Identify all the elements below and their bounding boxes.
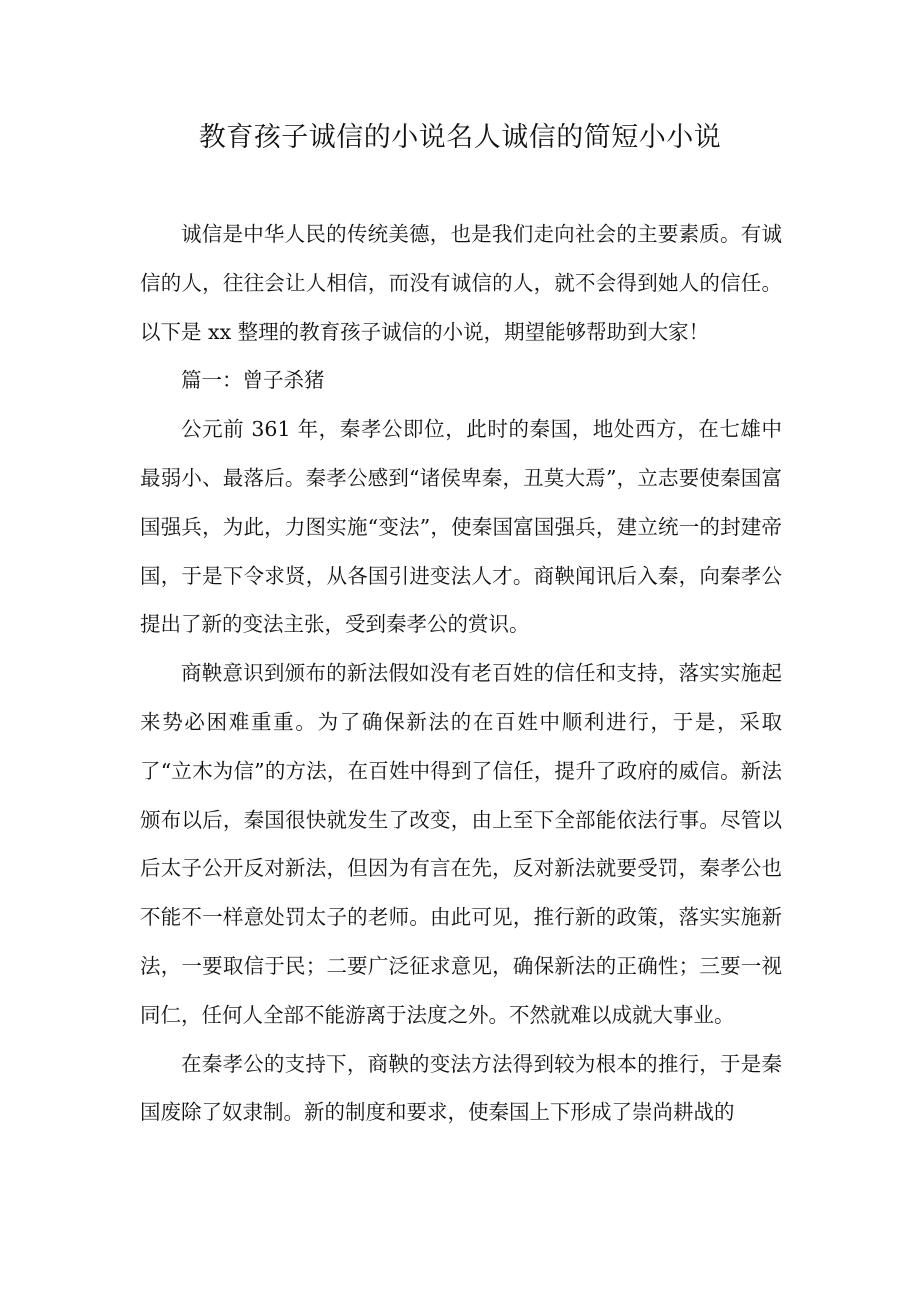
section-heading: 篇一：曾子杀猪 <box>181 368 325 393</box>
paragraph: 在秦孝公的支持下，商鞅的变法方法得到较为根本的推行，于是秦国废除了奴隶制。新的制度和要求，使秦国上下形成了崇尚耕战的 <box>140 1051 782 1125</box>
document-body <box>140 210 782 1137</box>
paragraph: 商鞅意识到颁布的新法假如没有老百姓的信任和支持，落实实施起来势必困难重重。为了确保新法的在百姓中顺利进行，于是，采取了“立木为信”的方法，在百姓中得到了信任，提升了政府的威信。新法颁布以后，秦国很快就发生了改变，由上至下全部能依法行事。尽管以后太子公开反对新法，但因为有言在先，反对新法就要受罚，秦孝公也不能不一样意处罚太子的老师。由此可见，推行新的政策，落实实施新法，一要取信于民；二要广泛征求意见，确保新法的正确性；三要一视同仁，任何人全部不能游离于法度之外。不然就难以成就大事业。 <box>140 661 782 1027</box>
paragraph-intro: 诚信是中华人民的传统美德，也是我们走向社会的主要素质。有诚信的人，往往会让人相信，而没有诚信的人，就不会得到她人的信任。以下是 xx 整理的教育孩子诚信的小说，期望能够帮助到大家！ <box>140 222 782 344</box>
paragraph: 公元前 361 年，秦孝公即位，此时的秦国，地处西方，在七雄中最弱小、最落后。秦孝公感到“诸侯卑秦，丑莫大焉”，立志要使秦国富国强兵，为此，力图实施“变法”，使秦国富国强兵，建立统一的封建帝国，于是下令求贤，从各国引进变法人才。商鞅闻讯后入秦，向秦孝公提出了新的变法主张，受到秦孝公的赏识。 <box>140 417 782 637</box>
document-title: 教育孩子诚信的小说名人诚信的简短小小说 <box>198 122 722 153</box>
